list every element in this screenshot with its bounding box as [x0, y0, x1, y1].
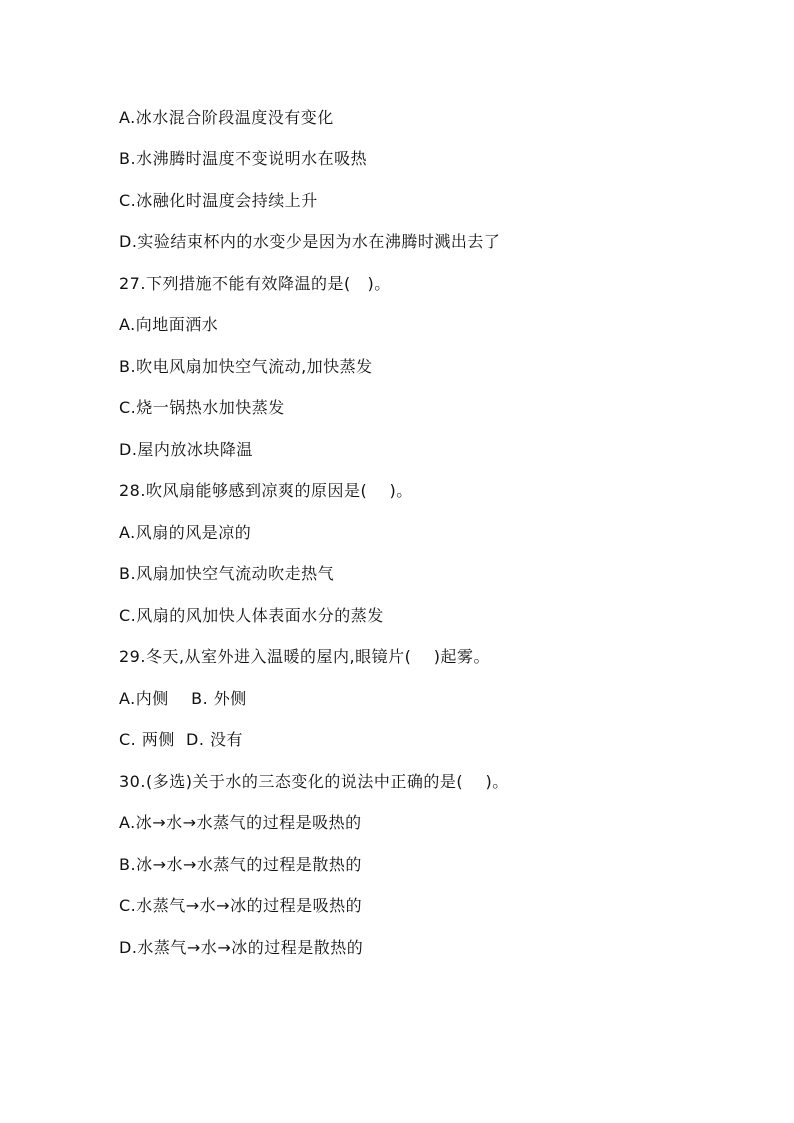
- q27-option-a: A.向地面洒水: [119, 315, 219, 334]
- q30-option-b: B.冰→水→水蒸气的过程是散热的: [119, 855, 362, 874]
- q27-option-c: C.烧一锅热水加快蒸发: [119, 398, 285, 417]
- q26-option-c: C.冰融化时温度会持续上升: [119, 191, 318, 210]
- question-28: 28.吹风扇能够感到凉爽的原因是( )。: [119, 481, 413, 500]
- q30-option-a: A.冰→水→水蒸气的过程是吸热的: [119, 813, 362, 832]
- q26-option-a: A.冰水混合阶段温度没有变化: [119, 108, 334, 127]
- q27-option-d: D.屋内放冰块降温: [119, 440, 253, 459]
- q30-option-c: C.水蒸气→水→冰的过程是吸热的: [119, 896, 363, 915]
- q26-option-d: D.实验结束杯内的水变少是因为水在沸腾时溅出去了: [119, 232, 501, 251]
- q29-options-cd: C. 两侧 D. 没有: [119, 730, 244, 749]
- q28-option-a: A.风扇的风是凉的: [119, 523, 252, 542]
- q28-option-b: B.风扇加快空气流动吹走热气: [119, 564, 335, 583]
- question-30: 30.(多选)关于水的三态变化的说法中正确的是( )。: [119, 772, 509, 791]
- q30-option-d: D.水蒸气→水→冰的过程是散热的: [119, 938, 364, 957]
- q28-option-c: C.风扇的风加快人体表面水分的蒸发: [119, 606, 384, 625]
- q29-options-ab: A.内侧 B. 外侧: [119, 689, 247, 708]
- question-29: 29.冬天,从室外进入温暖的屋内,眼镜片( )起雾。: [119, 647, 490, 666]
- q27-option-b: B.吹电风扇加快空气流动,加快蒸发: [119, 357, 373, 376]
- q26-option-b: B.水沸腾时温度不变说明水在吸热: [119, 149, 368, 168]
- question-27: 27.下列措施不能有效降温的是( )。: [119, 274, 391, 293]
